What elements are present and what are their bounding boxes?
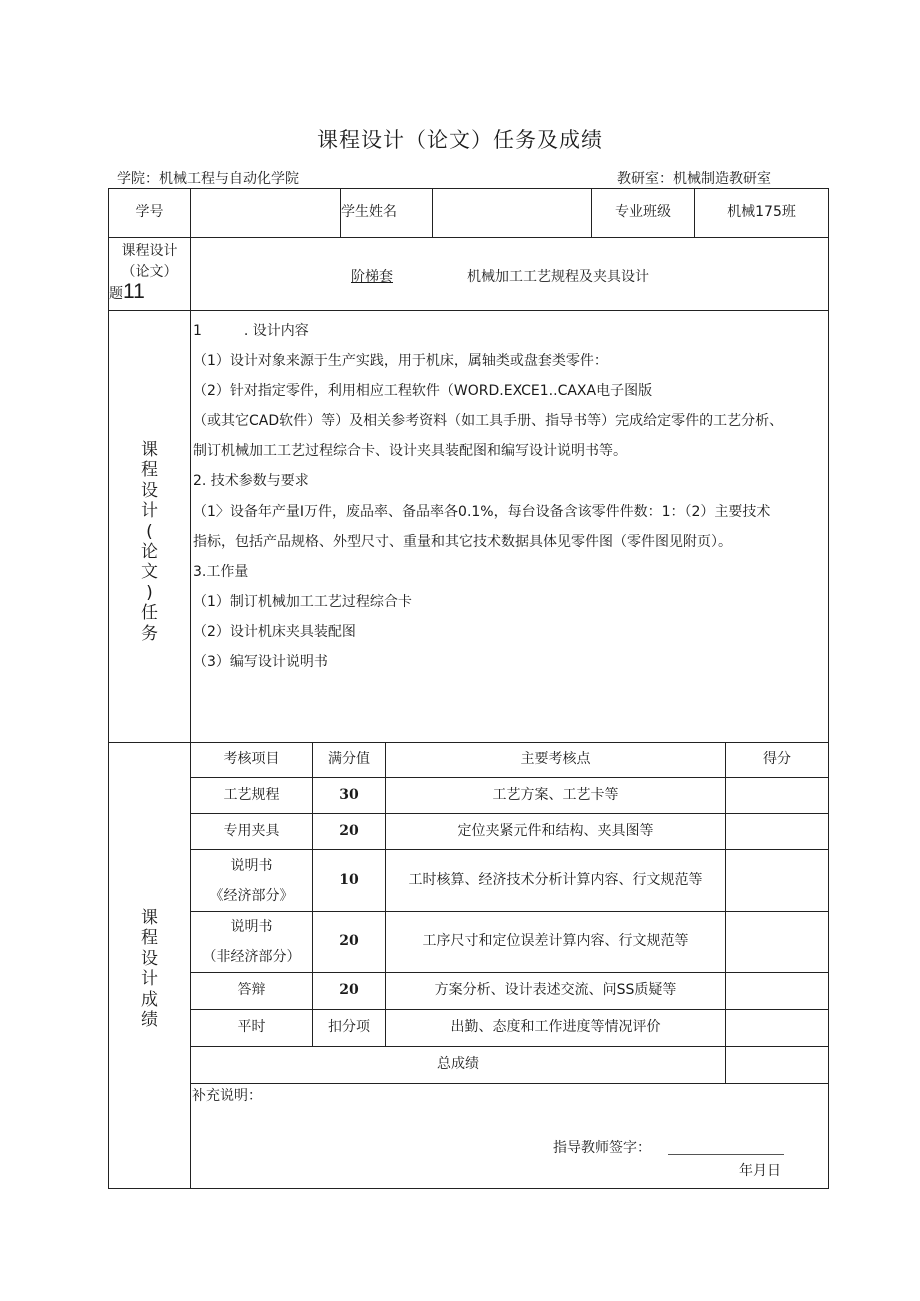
task-line: 指标，包括产品规格、外型尺寸、重量和其它技术数据具体见零件图（零件图见附页）。 xyxy=(193,534,732,550)
grades-side-label xyxy=(109,908,190,1030)
signature-label: 指导教师签字： xyxy=(553,1140,651,1156)
row-divider xyxy=(108,310,829,311)
score-cell[interactable] xyxy=(726,778,828,813)
header-item: 考核项目 xyxy=(223,751,280,768)
assessment-points: 工艺方案、工艺卡等 xyxy=(492,786,619,803)
full-score: 扣分项 xyxy=(328,1019,370,1036)
table-border-right xyxy=(828,188,829,1189)
task-line: （1）设计对象来源于生产实践，用于机床，属轴类或盘套类零件： xyxy=(193,353,608,369)
assessment-points: 定位夹紧元件和结构、夹具图等 xyxy=(457,822,654,839)
header-points: 主要考核点 xyxy=(520,751,591,768)
task-side-char: 务 xyxy=(141,623,158,644)
total-label: 总成绩 xyxy=(437,1056,479,1073)
full-score: 20 xyxy=(339,933,359,950)
task-line: （3）编写设计说明书 xyxy=(193,654,328,670)
score-cell[interactable] xyxy=(726,850,828,911)
task-line: 3.工作量 xyxy=(193,564,249,580)
item-name: 专用夹具 xyxy=(223,822,280,839)
item-name-line1: 说明书 xyxy=(230,919,273,935)
task-line: （2）设计机床夹具装配图 xyxy=(193,624,356,640)
task-side-char: 计 xyxy=(141,501,158,522)
task-line: 2. 技术参数与要求 xyxy=(193,473,309,489)
item-name-line2: （非经济部分） xyxy=(202,949,301,965)
topic-label-line2: （论文） xyxy=(121,264,178,280)
grades-side-char: 设 xyxy=(141,948,158,969)
task-side-char: 任 xyxy=(141,603,158,624)
full-score: 20 xyxy=(339,822,359,839)
grades-side-char: 绩 xyxy=(141,1009,158,1030)
item-name: 工艺规程 xyxy=(223,786,280,803)
grades-side-char: 课 xyxy=(141,908,158,928)
assessment-points: 方案分析、设计表述交流、问SS质疑等 xyxy=(434,982,677,999)
full-score: 20 xyxy=(339,982,359,999)
item-name xyxy=(191,912,312,972)
student-name-value[interactable] xyxy=(433,189,591,237)
task-side-char: 课 xyxy=(141,440,158,460)
task-line: （或其它CAD软件）等）及相关参考资料（如工具手册、指导书等）完成给定零件的工艺分析、 xyxy=(193,413,784,429)
student-id-label: 学号 xyxy=(135,204,164,221)
note-label: 补充说明： xyxy=(192,1088,262,1104)
task-side-char: ( xyxy=(146,521,153,542)
task-side-char: 论 xyxy=(141,541,158,562)
score-cell[interactable] xyxy=(726,973,828,1009)
topic-title: 机械加工工艺规程及夹具设计 xyxy=(467,269,649,285)
topic-number: 11 xyxy=(123,280,145,303)
item-name: 平时 xyxy=(237,1019,266,1036)
topic-label-line3: 题 xyxy=(109,286,123,302)
task-side-char: ) xyxy=(146,582,153,603)
part-name: 阶梯套 xyxy=(351,269,393,285)
item-name: 答辩 xyxy=(237,982,266,999)
row-divider xyxy=(108,237,829,238)
student-id-value[interactable] xyxy=(191,189,340,237)
task-side-label xyxy=(109,440,190,644)
header-full-score: 满分值 xyxy=(328,751,370,768)
header-score: 得分 xyxy=(763,751,791,768)
signature-line[interactable] xyxy=(668,1154,784,1155)
score-cell[interactable] xyxy=(726,814,828,849)
assessment-points: 工序尺寸和定位误差计算内容、行文规范等 xyxy=(422,933,689,950)
score-cell[interactable] xyxy=(726,1010,828,1046)
task-line: （1）制订机械加工工艺过程综合卡 xyxy=(193,594,412,610)
task-line: 制订机械加工工艺过程综合卡、设计夹具装配图和编写设计说明书等。 xyxy=(193,443,627,459)
topic-label xyxy=(109,241,190,305)
class-value: 机械175班 xyxy=(727,204,796,221)
task-side-char: 程 xyxy=(141,460,158,481)
table-border-left xyxy=(108,188,109,1189)
task-line: （1〉设备年产量I万件，废品率、备品率各0.1%，每台设备含该零件件数：1：（2）主要技术 xyxy=(193,504,771,520)
assessment-points: 工时核算、经济技术分析计算内容、行文规范等 xyxy=(408,871,703,888)
grades-side-char: 程 xyxy=(141,928,158,949)
office-label: 教研室：机械制造教研室 xyxy=(617,171,771,187)
student-name-label: 学生姓名 xyxy=(341,204,397,221)
grades-side-char: 计 xyxy=(141,969,158,990)
full-score: 30 xyxy=(339,786,359,803)
task-side-char: 文 xyxy=(141,562,158,583)
item-name-line2: 《经济部分》 xyxy=(209,887,294,904)
assessment-points: 出勤、态度和工作进度等情况评价 xyxy=(450,1019,661,1036)
class-label: 专业班级 xyxy=(615,204,671,221)
full-score: 10 xyxy=(339,871,359,888)
item-name-line1: 说明书 xyxy=(230,857,273,874)
topic-label-line1: 课程设计 xyxy=(121,243,178,259)
college-label: 学院：机械工程与自动化学院 xyxy=(117,171,299,187)
task-side-char: 设 xyxy=(141,480,158,501)
score-cell[interactable] xyxy=(726,912,828,972)
page-title: 课程设计（论文）任务及成绩 xyxy=(317,128,603,152)
task-line: （2）针对指定零件，利用相应工程软件（WORD.EXCE1..CAXA电子图版 xyxy=(193,383,653,399)
row-divider xyxy=(190,1083,829,1084)
date-label: 年月日 xyxy=(739,1163,781,1179)
total-score-cell[interactable] xyxy=(726,1047,828,1083)
task-line: 1 . 设计内容 xyxy=(193,323,309,339)
table-border-bottom xyxy=(108,1188,829,1189)
grades-side-char: 成 xyxy=(141,989,158,1010)
item-name xyxy=(191,850,312,911)
